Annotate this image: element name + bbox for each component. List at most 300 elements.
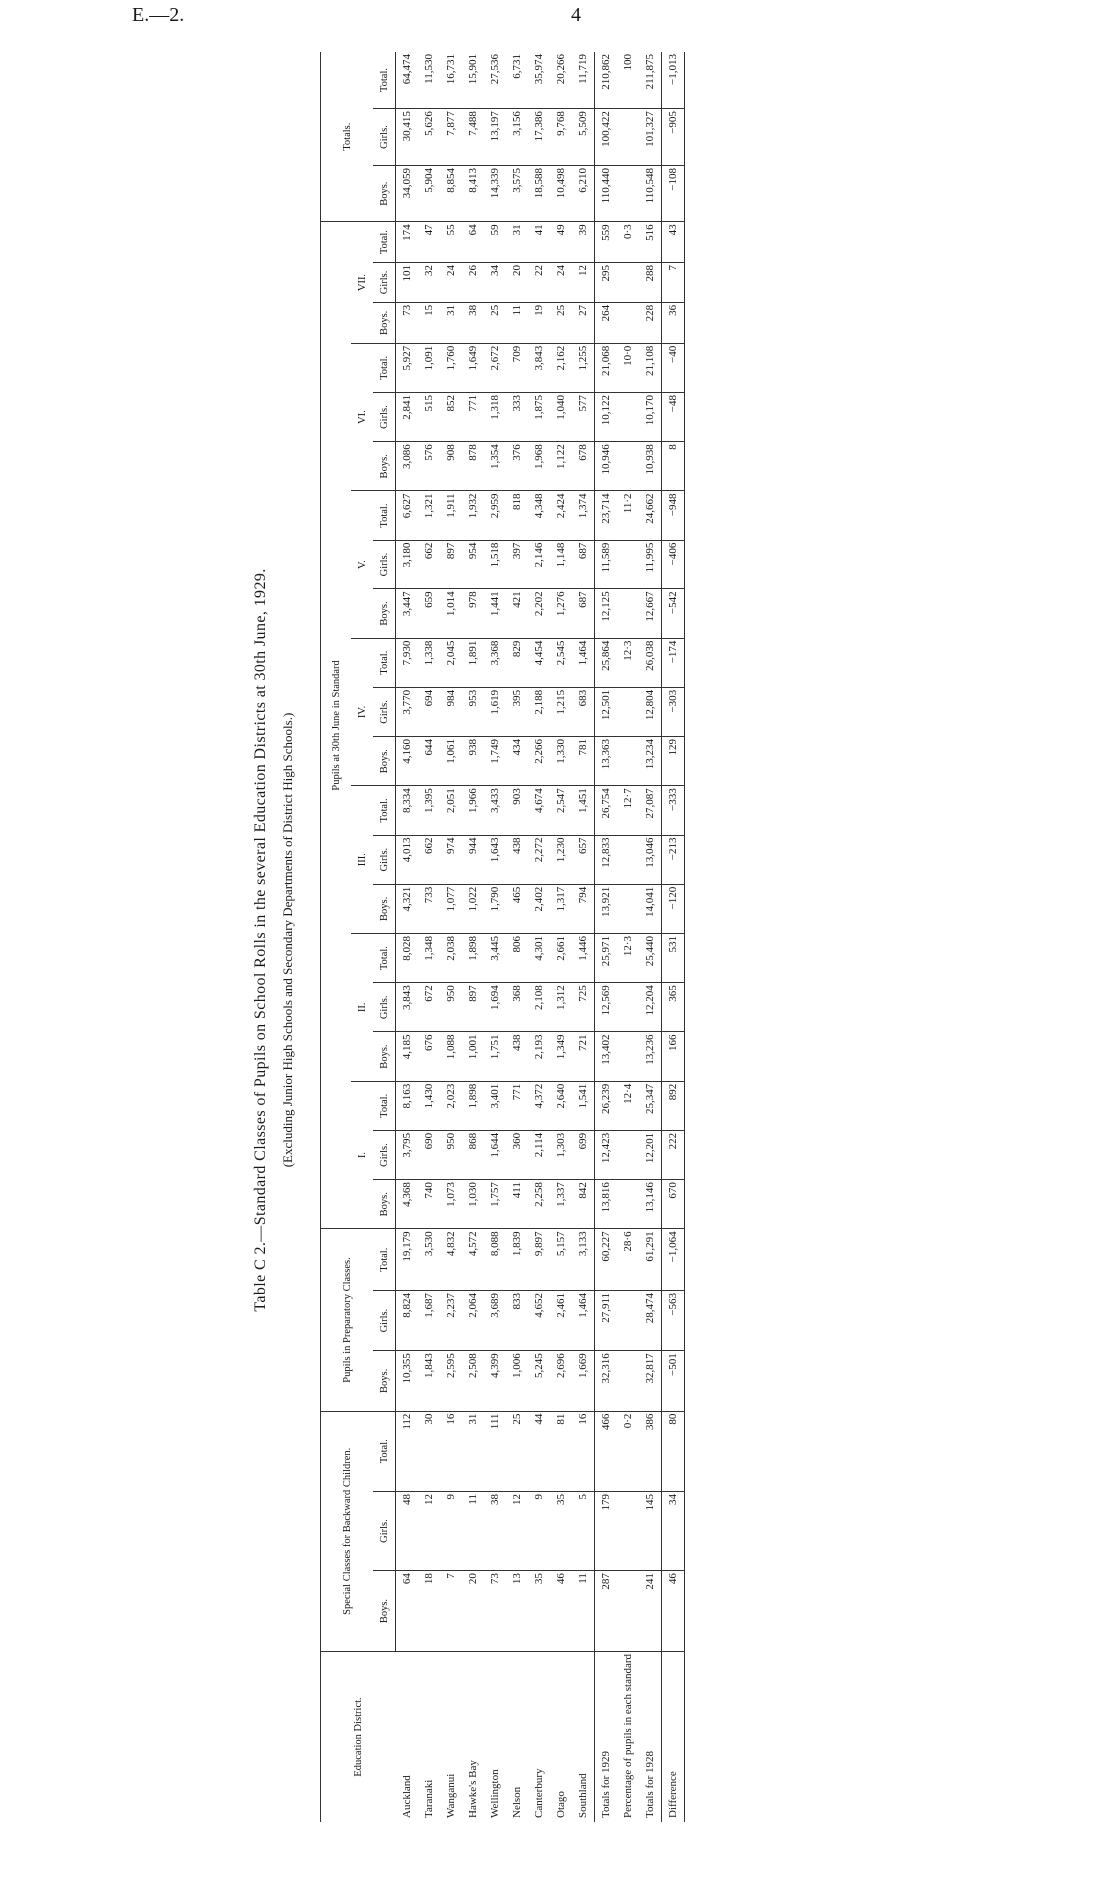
- sub-header-cell: Girls.: [373, 983, 396, 1032]
- sub-header-cell: Girls.: [373, 1130, 396, 1179]
- standard-header: III.: [351, 786, 373, 934]
- table-cell: −174: [662, 638, 685, 687]
- sub-header-cell: Total.: [373, 933, 396, 982]
- table-cell: 694: [418, 687, 440, 736]
- table-cell: 4,321: [396, 884, 419, 933]
- table-cell: 8,088: [484, 1229, 506, 1291]
- table-cell: 1,541: [572, 1081, 595, 1130]
- sub-header-cell: Total.: [373, 343, 396, 392]
- table-cell: 6,731: [506, 52, 528, 109]
- table-cell: [617, 983, 639, 1032]
- table-cell: 531: [662, 933, 685, 982]
- table-row: [662, 52, 685, 1822]
- table-cell: 2,193: [528, 1032, 550, 1081]
- district-name: Canterbury: [533, 1768, 545, 1818]
- table-cell: 47: [418, 222, 440, 263]
- table-cell: 2,661: [550, 933, 572, 982]
- table-cell: 1,148: [550, 540, 572, 589]
- table-cell: 4,652: [528, 1290, 550, 1350]
- sub-header-cell: Total.: [373, 491, 396, 540]
- table-cell: 24: [440, 262, 462, 302]
- district-name: Nelson: [511, 1786, 523, 1818]
- table-cell: 1,022: [462, 884, 484, 933]
- table-cell: 1,451: [572, 786, 595, 835]
- table-cell: 3,433: [484, 786, 506, 835]
- table-row: [462, 52, 484, 1822]
- table-cell: 733: [418, 884, 440, 933]
- table-cell: 21,108: [639, 343, 662, 392]
- table-cell: 16,731: [440, 52, 462, 109]
- table-cell: 10,355: [396, 1351, 419, 1411]
- table-cell: 1,395: [418, 786, 440, 835]
- table-cell: 2,023: [440, 1081, 462, 1130]
- table-cell: 829: [506, 638, 528, 687]
- table-cell: 2,959: [484, 491, 506, 540]
- table-cell: 1,312: [550, 983, 572, 1032]
- table-cell: 14,041: [639, 884, 662, 933]
- sub-header-cell: Girls.: [373, 1491, 396, 1570]
- table-cell: 1,317: [550, 884, 572, 933]
- table-cell: 1,464: [572, 1290, 595, 1350]
- table-cell: 14,339: [484, 165, 506, 221]
- table-cell: 174: [396, 222, 419, 263]
- table-cell: 48: [396, 1491, 419, 1570]
- table-cell: 295: [595, 262, 618, 302]
- table-cell: 333: [506, 392, 528, 441]
- table-cell: [617, 109, 639, 166]
- table-cell: 10,170: [639, 392, 662, 441]
- table-cell: 12,204: [639, 983, 662, 1032]
- table-cell: 12,423: [595, 1130, 618, 1179]
- table-cell: 1,348: [418, 933, 440, 982]
- sub-header-cell: Girls.: [373, 687, 396, 736]
- table-cell: 264: [595, 302, 618, 343]
- table-cell: 1,122: [550, 442, 572, 491]
- table-cell: 4,372: [528, 1081, 550, 1130]
- table-cell: 23,714: [595, 491, 618, 540]
- table-title: Table C 2.—Standard Classes of Pupils on School Rolls in the several Education Districts at 30th June, 1929.: [252, 568, 269, 1312]
- sub-header-cell: Girls.: [373, 392, 396, 441]
- table-cell: 411: [506, 1180, 528, 1229]
- table-cell: 1,014: [440, 589, 462, 638]
- table-cell: 145: [639, 1491, 662, 1570]
- table-cell: −120: [662, 884, 685, 933]
- table-cell: 892: [662, 1081, 685, 1130]
- table-row: [617, 52, 639, 1822]
- table-cell: 8,854: [440, 165, 462, 221]
- table-cell: 421: [506, 589, 528, 638]
- table-cell: 4,454: [528, 638, 550, 687]
- table-cell: 3,447: [396, 589, 419, 638]
- table-cell: 0·2: [617, 1411, 639, 1491]
- sub-header-cell: Total.: [373, 1229, 396, 1291]
- table-cell: 818: [506, 491, 528, 540]
- table-cell: [617, 165, 639, 221]
- table-cell: 11: [462, 1491, 484, 1570]
- table-cell: 670: [662, 1180, 685, 1229]
- table-cell: −48: [662, 392, 685, 441]
- table-row: [396, 52, 419, 1822]
- table-cell: 27,087: [639, 786, 662, 835]
- table-cell: 657: [572, 835, 595, 884]
- table-cell: 9: [440, 1491, 462, 1570]
- table-cell: 1,968: [528, 442, 550, 491]
- table-cell: 0·3: [617, 222, 639, 263]
- table-cell: [617, 589, 639, 638]
- table-cell: 1,255: [572, 343, 595, 392]
- table-cell: 1,911: [440, 491, 462, 540]
- table-cell: 1,843: [418, 1351, 440, 1411]
- table-cell: 4,832: [440, 1229, 462, 1291]
- table-cell: 3,180: [396, 540, 419, 589]
- table-cell: 55: [440, 222, 462, 263]
- table-cell: 101,327: [639, 109, 662, 166]
- table-cell: 25,440: [639, 933, 662, 982]
- table-cell: 465: [506, 884, 528, 933]
- table-cell: 12·7: [617, 786, 639, 835]
- table-cell: 395: [506, 687, 528, 736]
- table-cell: 19,179: [396, 1229, 419, 1291]
- table-cell: 41: [528, 222, 550, 263]
- table-cell: 288: [639, 262, 662, 302]
- table-cell: [617, 1180, 639, 1229]
- sub-header-cell: Boys.: [373, 1571, 396, 1652]
- table-cell: 9,897: [528, 1229, 550, 1291]
- table-cell: 3,530: [418, 1229, 440, 1291]
- table-cell: 81: [550, 1411, 572, 1491]
- table-cell: 2,402: [528, 884, 550, 933]
- table-cell: [617, 1351, 639, 1411]
- table-cell: 34: [484, 262, 506, 302]
- pupils-at-header: Pupils at 30th June in Standard: [321, 222, 352, 1229]
- table-cell: [617, 1130, 639, 1179]
- table-row: [572, 52, 595, 1822]
- table-cell: 179: [595, 1491, 618, 1570]
- table-cell: [617, 835, 639, 884]
- table-cell: 13: [506, 1571, 528, 1652]
- district-name: Totals for 1928: [644, 1750, 656, 1818]
- table-cell: [617, 1032, 639, 1081]
- table-cell: 12: [418, 1491, 440, 1570]
- special-classes-header: Special Classes for Backward Children.: [321, 1411, 374, 1651]
- table-row: [506, 52, 528, 1822]
- table-cell: 8: [662, 442, 685, 491]
- table-cell: 12·4: [617, 1081, 639, 1130]
- table-cell: 1,001: [462, 1032, 484, 1081]
- sub-header-cell: Boys.: [373, 165, 396, 221]
- table-cell: 20: [462, 1571, 484, 1652]
- table-cell: 101: [396, 262, 419, 302]
- table-cell: 28·6: [617, 1229, 639, 1291]
- table-cell: 434: [506, 737, 528, 786]
- table-cell: 4,399: [484, 1351, 506, 1411]
- table-cell: 11: [506, 302, 528, 343]
- table-cell: 1,338: [418, 638, 440, 687]
- table-cell: 2,064: [462, 1290, 484, 1350]
- standard-header: VI.: [351, 343, 373, 491]
- table-cell: 678: [572, 442, 595, 491]
- sub-header-cell: Girls.: [373, 540, 396, 589]
- table-cell: 1,932: [462, 491, 484, 540]
- sub-header-cell: Girls.: [373, 1290, 396, 1350]
- table-cell: 12,569: [595, 983, 618, 1032]
- table-cell: 794: [572, 884, 595, 933]
- page-code: E.—2.: [132, 4, 185, 26]
- sub-header-cell: Boys.: [373, 737, 396, 786]
- table-cell: 6,210: [572, 165, 595, 221]
- table-cell: 2,202: [528, 589, 550, 638]
- table-cell: 662: [418, 540, 440, 589]
- standard-header: V.: [351, 491, 373, 638]
- sub-header-cell: Boys.: [373, 884, 396, 933]
- sub-header-cell: Girls.: [373, 262, 396, 302]
- table-cell: 5,245: [528, 1351, 550, 1411]
- table-cell: 12,667: [639, 589, 662, 638]
- table-cell: 12,125: [595, 589, 618, 638]
- table-cell: 1,077: [440, 884, 462, 933]
- table-cell: 709: [506, 343, 528, 392]
- table-cell: 5,904: [418, 165, 440, 221]
- table-cell: 25: [506, 1411, 528, 1491]
- table-cell: 1,321: [418, 491, 440, 540]
- table-cell: 3,368: [484, 638, 506, 687]
- table-cell: 644: [418, 737, 440, 786]
- table-cell: 26,754: [595, 786, 618, 835]
- table-cell: 3,156: [506, 109, 528, 166]
- table-cell: 2,146: [528, 540, 550, 589]
- table-cell: 112: [396, 1411, 419, 1491]
- table-cell: 2,640: [550, 1081, 572, 1130]
- table-cell: −563: [662, 1290, 685, 1350]
- table-cell: 516: [639, 222, 662, 263]
- table-cell: −108: [662, 165, 685, 221]
- table-cell: 241: [639, 1571, 662, 1652]
- standard-header: II.: [351, 933, 373, 1081]
- table-cell: 11,719: [572, 52, 595, 109]
- table-cell: 26,239: [595, 1081, 618, 1130]
- table-cell: 38: [484, 1491, 506, 1570]
- table-cell: 5,927: [396, 343, 419, 392]
- table-cell: 1,891: [462, 638, 484, 687]
- table-cell: 21,068: [595, 343, 618, 392]
- table-cell: 15: [418, 302, 440, 343]
- table-cell: 287: [595, 1571, 618, 1652]
- district-name: Taranaki: [423, 1779, 435, 1818]
- table-cell: −1,013: [662, 52, 685, 109]
- table-cell: 1,649: [462, 343, 484, 392]
- table-cell: 12: [572, 262, 595, 302]
- table-cell: 25,864: [595, 638, 618, 687]
- table-cell: 2,461: [550, 1290, 572, 1350]
- table-cell: 4,368: [396, 1180, 419, 1229]
- table-cell: −501: [662, 1351, 685, 1411]
- table-cell: 771: [462, 392, 484, 441]
- table-cell: 4,013: [396, 835, 419, 884]
- table-cell: 438: [506, 1032, 528, 1081]
- table-cell: 13,146: [639, 1180, 662, 1229]
- table-cell: 938: [462, 737, 484, 786]
- table-cell: 210,862: [595, 52, 618, 109]
- table-cell: 18: [418, 1571, 440, 1652]
- table-cell: 466: [595, 1411, 618, 1491]
- table-cell: 12,833: [595, 835, 618, 884]
- table-cell: 953: [462, 687, 484, 736]
- table-cell: 34,059: [396, 165, 419, 221]
- table-cell: 13,197: [484, 109, 506, 166]
- table-cell: 672: [418, 983, 440, 1032]
- table-cell: 228: [639, 302, 662, 343]
- sub-header-cell: Boys.: [373, 589, 396, 638]
- table-cell: 2,258: [528, 1180, 550, 1229]
- table-cell: 3,133: [572, 1229, 595, 1291]
- table-cell: 1,643: [484, 835, 506, 884]
- table-cell: −542: [662, 589, 685, 638]
- sub-header-row: [373, 52, 396, 1822]
- table-row: [484, 52, 506, 1822]
- table-cell: 2,114: [528, 1130, 550, 1179]
- table-cell: 1,061: [440, 737, 462, 786]
- table-cell: 80: [662, 1411, 685, 1491]
- table-cell: 35: [550, 1491, 572, 1570]
- table-cell: 577: [572, 392, 595, 441]
- table-cell: 2,696: [550, 1351, 572, 1411]
- table-cell: 1,354: [484, 442, 506, 491]
- table-cell: 1,441: [484, 589, 506, 638]
- table-cell: 2,188: [528, 687, 550, 736]
- table-cell: 878: [462, 442, 484, 491]
- table-cell: 1,751: [484, 1032, 506, 1081]
- table-cell: 662: [418, 835, 440, 884]
- table-cell: 515: [418, 392, 440, 441]
- table-cell: 2,108: [528, 983, 550, 1032]
- table-cell: 36: [662, 302, 685, 343]
- table-cell: 16: [440, 1411, 462, 1491]
- sub-header-cell: Total.: [373, 222, 396, 263]
- table-subtitle: (Excluding Junior High Schools and Secondary Departments of District High Schools.): [280, 712, 295, 1168]
- table-cell: 1,318: [484, 392, 506, 441]
- table-cell: 64,474: [396, 52, 419, 109]
- table-cell: 2,547: [550, 786, 572, 835]
- table-cell: 1,073: [440, 1180, 462, 1229]
- table-cell: 1,644: [484, 1130, 506, 1179]
- sub-header-cell: Boys.: [373, 1032, 396, 1081]
- table-cell: 5,157: [550, 1229, 572, 1291]
- table-cell: 100: [617, 52, 639, 109]
- table-cell: 1,088: [440, 1032, 462, 1081]
- table-cell: 7,930: [396, 638, 419, 687]
- table-cell: 1,966: [462, 786, 484, 835]
- table-cell: 984: [440, 687, 462, 736]
- table-cell: 31: [506, 222, 528, 263]
- table-cell: 16: [572, 1411, 595, 1491]
- table-cell: 11·2: [617, 491, 639, 540]
- table-cell: 721: [572, 1032, 595, 1081]
- table-cell: 22: [528, 262, 550, 302]
- table-cell: 4,674: [528, 786, 550, 835]
- table-cell: 111: [484, 1411, 506, 1491]
- table-cell: 12,804: [639, 687, 662, 736]
- table-cell: 13,046: [639, 835, 662, 884]
- sub-header-cell: Total.: [373, 638, 396, 687]
- table-cell: 3,086: [396, 442, 419, 491]
- table-cell: 27,536: [484, 52, 506, 109]
- sub-header-cell: Total.: [373, 1411, 396, 1491]
- table-cell: −948: [662, 491, 685, 540]
- table-cell: 699: [572, 1130, 595, 1179]
- table-cell: 32,316: [595, 1351, 618, 1411]
- table-cell: 903: [506, 786, 528, 835]
- table-cell: 8,028: [396, 933, 419, 982]
- table-cell: [617, 1491, 639, 1570]
- table-cell: 110,548: [639, 165, 662, 221]
- table-cell: 31: [440, 302, 462, 343]
- table-cell: 3,575: [506, 165, 528, 221]
- sub-header-cell: Boys.: [373, 1180, 396, 1229]
- table-cell: 211,875: [639, 52, 662, 109]
- table-cell: 26: [462, 262, 484, 302]
- table-cell: 676: [418, 1032, 440, 1081]
- table-cell: 376: [506, 442, 528, 491]
- table-cell: 897: [440, 540, 462, 589]
- table-cell: 1,875: [528, 392, 550, 441]
- table-cell: 24: [550, 262, 572, 302]
- table-cell: 852: [440, 392, 462, 441]
- table-cell: 7,877: [440, 109, 462, 166]
- table-cell: −1,064: [662, 1229, 685, 1291]
- standard-header: VII.: [351, 222, 373, 343]
- table-cell: 1,215: [550, 687, 572, 736]
- table-row: [440, 52, 462, 1822]
- table-cell: 842: [572, 1180, 595, 1229]
- table-cell: 368: [506, 983, 528, 1032]
- table-cell: 2,162: [550, 343, 572, 392]
- table-cell: 73: [484, 1571, 506, 1652]
- table-cell: 1,619: [484, 687, 506, 736]
- table-cell: 49: [550, 222, 572, 263]
- table-cell: 771: [506, 1081, 528, 1130]
- table-cell: 1,694: [484, 983, 506, 1032]
- table-cell: 30: [418, 1411, 440, 1491]
- table-cell: 3,401: [484, 1081, 506, 1130]
- standard-header: I.: [351, 1081, 373, 1229]
- table-cell: 9,768: [550, 109, 572, 166]
- table-cell: 725: [572, 983, 595, 1032]
- table-cell: 1,446: [572, 933, 595, 982]
- table-cell: 2,045: [440, 638, 462, 687]
- table-body: [396, 52, 685, 1822]
- table-cell: 3,689: [484, 1290, 506, 1350]
- table-cell: 687: [572, 540, 595, 589]
- table-cell: 20: [506, 262, 528, 302]
- table-cell: 32: [418, 262, 440, 302]
- table-cell: [617, 262, 639, 302]
- table-row: [639, 52, 662, 1822]
- table-cell: 10,498: [550, 165, 572, 221]
- table-cell: 43: [662, 222, 685, 263]
- table-cell: 11,995: [639, 540, 662, 589]
- table-cell: 9: [528, 1491, 550, 1570]
- table-cell: 687: [572, 589, 595, 638]
- sub-header-cell: Total.: [373, 786, 396, 835]
- table-cell: 4,301: [528, 933, 550, 982]
- table-cell: 5,509: [572, 109, 595, 166]
- table-cell: 1,898: [462, 933, 484, 982]
- table-cell: [617, 884, 639, 933]
- table-cell: 4,572: [462, 1229, 484, 1291]
- district-name: Wanganui: [445, 1773, 457, 1818]
- table-cell: 13,234: [639, 737, 662, 786]
- table-cell: 365: [662, 983, 685, 1032]
